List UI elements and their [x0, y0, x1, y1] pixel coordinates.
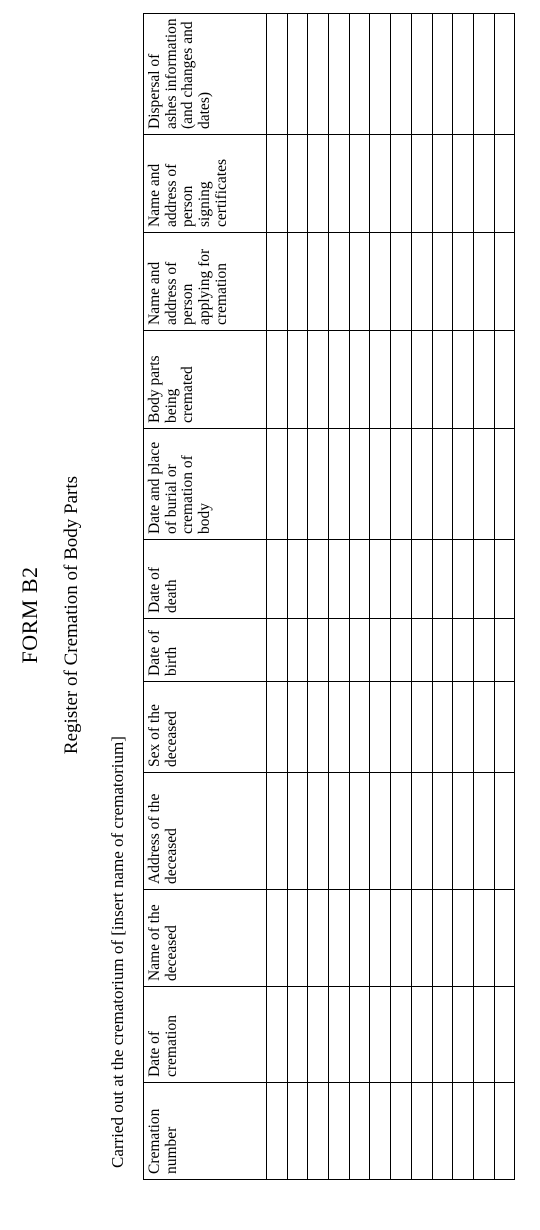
- table-cell[interactable]: [494, 619, 515, 682]
- table-row: [370, 14, 391, 1180]
- table-cell[interactable]: [411, 14, 432, 135]
- table-cell[interactable]: [267, 14, 288, 135]
- table-cell[interactable]: [267, 682, 288, 773]
- table-cell[interactable]: [391, 682, 412, 773]
- col-header-sex-of-deceased: Sex of the deceased: [144, 682, 267, 773]
- table-cell[interactable]: [349, 987, 370, 1083]
- table-cell[interactable]: [349, 619, 370, 682]
- table-cell[interactable]: [308, 233, 329, 331]
- table-cell[interactable]: [391, 540, 412, 619]
- table-cell[interactable]: [370, 619, 391, 682]
- table-cell[interactable]: [329, 682, 350, 773]
- table-cell[interactable]: [473, 890, 494, 987]
- table-cell[interactable]: [267, 135, 288, 233]
- table-cell[interactable]: [391, 331, 412, 429]
- table-cell[interactable]: [287, 429, 308, 540]
- table-cell[interactable]: [349, 1083, 370, 1180]
- form-title: FORM B2: [17, 566, 42, 664]
- table-cell[interactable]: [432, 682, 453, 773]
- table-row: [411, 14, 432, 1180]
- table-cell[interactable]: [453, 540, 474, 619]
- table-cell[interactable]: [370, 890, 391, 987]
- table-cell[interactable]: [308, 429, 329, 540]
- table-cell[interactable]: [453, 135, 474, 233]
- header-row: [144, 14, 267, 1180]
- table-cell[interactable]: [453, 682, 474, 773]
- table-cell[interactable]: [473, 619, 494, 682]
- table-cell[interactable]: [308, 540, 329, 619]
- table-cell[interactable]: [370, 773, 391, 890]
- table-cell[interactable]: [329, 135, 350, 233]
- table-cell[interactable]: [370, 429, 391, 540]
- table-cell[interactable]: [349, 682, 370, 773]
- col-header-ashes-dispersal: Dispersal of ashes information (and changes and dates): [144, 14, 267, 135]
- table-row: [473, 14, 494, 1180]
- table-cell[interactable]: [473, 233, 494, 331]
- table-cell[interactable]: [349, 331, 370, 429]
- table-cell[interactable]: [473, 429, 494, 540]
- table-cell[interactable]: [370, 540, 391, 619]
- table-cell[interactable]: [391, 233, 412, 331]
- table-cell[interactable]: [473, 14, 494, 135]
- table-cell[interactable]: [411, 540, 432, 619]
- table-cell[interactable]: [494, 14, 515, 135]
- table-cell[interactable]: [308, 331, 329, 429]
- table-cell[interactable]: [370, 135, 391, 233]
- table-cell[interactable]: [329, 1083, 350, 1180]
- table-cell[interactable]: [370, 331, 391, 429]
- table-cell[interactable]: [391, 890, 412, 987]
- table-cell[interactable]: [329, 890, 350, 987]
- col-header-date-of-cremation: Date of cremation: [144, 987, 267, 1083]
- table-cell[interactable]: [329, 773, 350, 890]
- table-cell[interactable]: [308, 773, 329, 890]
- table-row: [494, 14, 515, 1180]
- table-cell[interactable]: [308, 1083, 329, 1180]
- table-cell[interactable]: [453, 987, 474, 1083]
- table-cell[interactable]: [267, 773, 288, 890]
- table-cell[interactable]: [329, 429, 350, 540]
- table-cell[interactable]: [453, 1083, 474, 1180]
- table-cell[interactable]: [411, 429, 432, 540]
- table-cell[interactable]: [267, 540, 288, 619]
- table-cell[interactable]: [411, 890, 432, 987]
- table-cell[interactable]: [329, 14, 350, 135]
- table-cell[interactable]: [411, 331, 432, 429]
- table-cell[interactable]: [432, 987, 453, 1083]
- table-cell[interactable]: [473, 331, 494, 429]
- table-cell[interactable]: [391, 14, 412, 135]
- table-cell[interactable]: [432, 773, 453, 890]
- table-cell[interactable]: [411, 233, 432, 331]
- table-cell[interactable]: [494, 773, 515, 890]
- form-subtitle: Register of Cremation of Body Parts: [61, 475, 82, 755]
- table-cell[interactable]: [432, 429, 453, 540]
- table-cell[interactable]: [287, 619, 308, 682]
- table-cell[interactable]: [391, 619, 412, 682]
- table-cell[interactable]: [370, 987, 391, 1083]
- table-cell[interactable]: [267, 1083, 288, 1180]
- table-cell[interactable]: [308, 14, 329, 135]
- table-cell[interactable]: [391, 987, 412, 1083]
- table-cell[interactable]: [287, 233, 308, 331]
- table-cell[interactable]: [308, 135, 329, 233]
- table-cell[interactable]: [411, 773, 432, 890]
- table-cell[interactable]: [329, 331, 350, 429]
- table-cell[interactable]: [391, 135, 412, 233]
- col-header-date-of-death: Date of death: [144, 540, 267, 619]
- table-cell[interactable]: [349, 890, 370, 987]
- table-cell[interactable]: [473, 682, 494, 773]
- table-cell[interactable]: [494, 682, 515, 773]
- table-cell[interactable]: [267, 890, 288, 987]
- table-cell[interactable]: [287, 14, 308, 135]
- table-cell[interactable]: [370, 1083, 391, 1180]
- table-cell[interactable]: [411, 987, 432, 1083]
- col-header-burial-or-cremation-of-body: Date and place of burial or cremation of body: [144, 429, 267, 540]
- table-row: [287, 14, 308, 1180]
- table-cell[interactable]: [432, 135, 453, 233]
- table-cell[interactable]: [494, 987, 515, 1083]
- table-cell[interactable]: [494, 540, 515, 619]
- register-body: [267, 14, 515, 1180]
- table-cell[interactable]: [267, 987, 288, 1083]
- table-cell[interactable]: [349, 233, 370, 331]
- table-cell[interactable]: [494, 331, 515, 429]
- table-cell[interactable]: [411, 682, 432, 773]
- col-header-certificate-signer: Name and address of person signing certificates: [144, 135, 267, 233]
- col-header-cremation-number: Cremation number: [144, 1083, 267, 1180]
- col-header-name-of-deceased: Name of the deceased: [144, 890, 267, 987]
- table-cell[interactable]: [432, 619, 453, 682]
- table-cell[interactable]: [308, 987, 329, 1083]
- table-cell[interactable]: [287, 540, 308, 619]
- table-cell[interactable]: [494, 135, 515, 233]
- table-row: [391, 14, 412, 1180]
- table-cell[interactable]: [370, 233, 391, 331]
- table-cell[interactable]: [308, 682, 329, 773]
- table-cell[interactable]: [473, 987, 494, 1083]
- table-cell[interactable]: [267, 619, 288, 682]
- table-cell[interactable]: [473, 773, 494, 890]
- table-cell[interactable]: [473, 540, 494, 619]
- table-cell[interactable]: [453, 890, 474, 987]
- table-row: [349, 14, 370, 1180]
- table-cell[interactable]: [329, 619, 350, 682]
- table-cell[interactable]: [308, 619, 329, 682]
- table-cell[interactable]: [391, 773, 412, 890]
- col-header-date-of-birth: Date of birth: [144, 619, 267, 682]
- table-cell[interactable]: [473, 1083, 494, 1180]
- table-cell[interactable]: [287, 773, 308, 890]
- table-cell[interactable]: [453, 331, 474, 429]
- table-cell[interactable]: [453, 429, 474, 540]
- table-cell[interactable]: [349, 773, 370, 890]
- table-cell[interactable]: [287, 890, 308, 987]
- table-cell[interactable]: [287, 331, 308, 429]
- table-cell[interactable]: [494, 429, 515, 540]
- table-row: [329, 14, 350, 1180]
- table-cell[interactable]: [349, 135, 370, 233]
- crematorium-line: Carried out at the crematorium of [insert name of crematorium]: [108, 736, 127, 1168]
- table-cell[interactable]: [349, 429, 370, 540]
- table-cell[interactable]: [453, 619, 474, 682]
- table-row: [308, 14, 329, 1180]
- table-cell[interactable]: [267, 233, 288, 331]
- table-cell[interactable]: [287, 1083, 308, 1180]
- table-cell[interactable]: [391, 1083, 412, 1180]
- col-header-applicant: Name and address of person applying for cremation: [144, 233, 267, 331]
- col-header-address-of-deceased: Address of the deceased: [144, 773, 267, 890]
- table-cell[interactable]: [453, 773, 474, 890]
- table-cell[interactable]: [411, 135, 432, 233]
- table-cell[interactable]: [287, 987, 308, 1083]
- table-cell[interactable]: [329, 987, 350, 1083]
- table-cell[interactable]: [432, 1083, 453, 1180]
- register-table: [143, 13, 515, 1180]
- table-cell[interactable]: [287, 682, 308, 773]
- table-cell[interactable]: [432, 331, 453, 429]
- table-cell[interactable]: [267, 331, 288, 429]
- table-cell[interactable]: [432, 14, 453, 135]
- table-cell[interactable]: [349, 14, 370, 135]
- table-cell[interactable]: [432, 233, 453, 331]
- table-cell[interactable]: [453, 233, 474, 331]
- table-row: [453, 14, 474, 1180]
- table-cell[interactable]: [329, 233, 350, 331]
- table-cell[interactable]: [349, 540, 370, 619]
- table-cell[interactable]: [370, 682, 391, 773]
- table-cell[interactable]: [473, 135, 494, 233]
- table-row: [432, 14, 453, 1180]
- table-cell[interactable]: [370, 14, 391, 135]
- table-cell[interactable]: [494, 233, 515, 331]
- table-cell[interactable]: [308, 890, 329, 987]
- table-cell[interactable]: [432, 540, 453, 619]
- table-cell[interactable]: [494, 1083, 515, 1180]
- table-cell[interactable]: [287, 135, 308, 233]
- table-cell[interactable]: [391, 429, 412, 540]
- table-cell[interactable]: [411, 619, 432, 682]
- table-cell[interactable]: [267, 429, 288, 540]
- col-header-body-parts: Body parts being cremated: [144, 331, 267, 429]
- table-cell[interactable]: [329, 540, 350, 619]
- table-cell[interactable]: [453, 14, 474, 135]
- table-cell[interactable]: [432, 890, 453, 987]
- table-row: [267, 14, 288, 1180]
- table-cell[interactable]: [494, 890, 515, 987]
- table-cell[interactable]: [411, 1083, 432, 1180]
